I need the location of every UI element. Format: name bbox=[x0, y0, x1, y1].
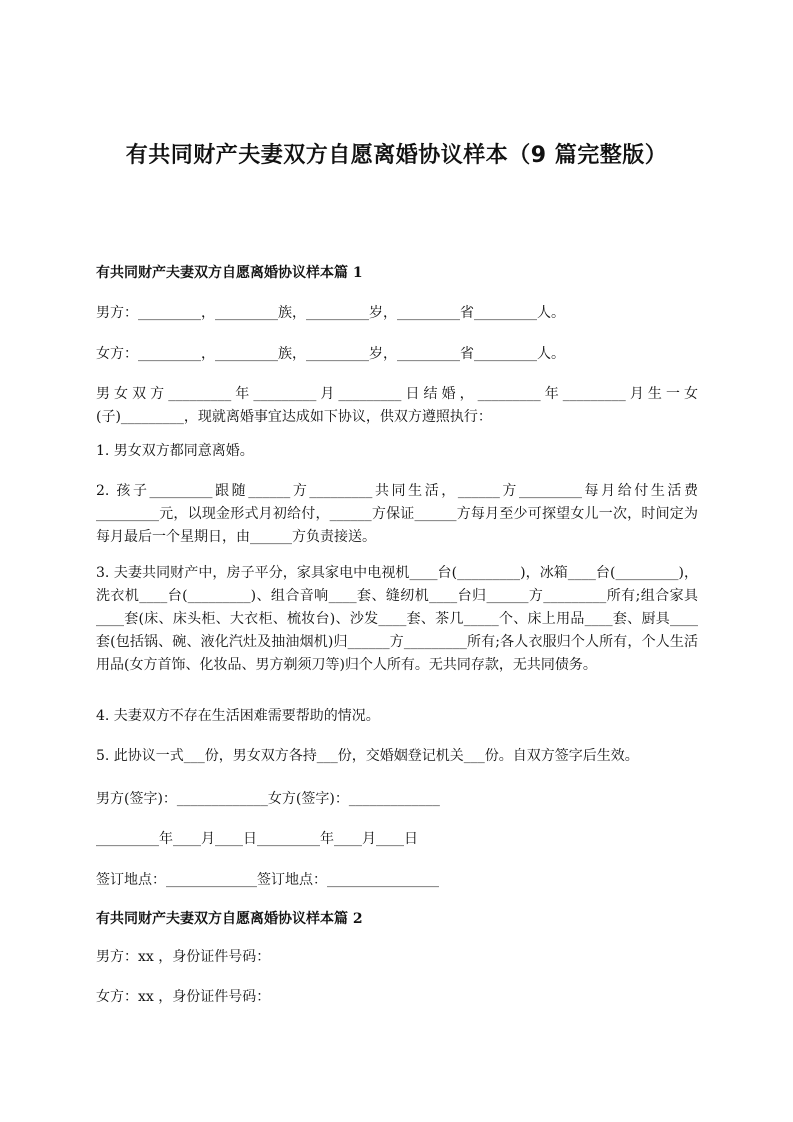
section-heading-2: 有共同财产夫妻双方自愿离婚协议样本篇 2 bbox=[96, 911, 363, 927]
male-party-line: 男方：_________，_________族，_________岁，_________省_________人。 bbox=[96, 305, 565, 321]
clause-4: 4. 夫妻双方不存在生活困难需要帮助的情况。 bbox=[96, 708, 380, 724]
female-id-line: 女方：xx ，身份证件号码： bbox=[96, 989, 271, 1005]
signature-line: 男方(签字)：_____________女方(签字)：_____________ bbox=[96, 791, 440, 807]
document-title: 有共同财产夫妻双方自愿离婚协议样本（9 篇完整版） bbox=[125, 143, 668, 168]
marriage-paragraph: 男女双方_________年_________月_________日结婚，_________年_________月生一女(子)_________，现就离婚事宜达成如下协议，供双方遵照执行： bbox=[96, 386, 698, 425]
clause-1: 1. 男女双方都同意离婚。 bbox=[96, 443, 254, 459]
female-party-line: 女方：_________，_________族，_________岁，_________省_________人。 bbox=[96, 346, 565, 362]
section-heading-1: 有共同财产夫妻双方自愿离婚协议样本篇 1 bbox=[96, 265, 363, 281]
male-id-line: 男方：xx ，身份证件号码： bbox=[96, 949, 271, 965]
clause-3: 3. 夫妻共同财产中，房子平分，家具家电中电视机____台(_________)，冰箱____台(_________)，洗衣机____台(_________)、组合音响____套、缝纫机____台归______方_________所有;组合家具____套(床、床头柜、大衣柜、梳妆台)、沙发____套、茶几_____个、床上用品____套、厨具____套(包括锅、碗、液化汽灶及抽油烟机)归______方_________所有;各人衣服归个人所有，个人生活用品(女方首饰、化妆品、男方剃须刀等)归个人所有。无共同存款，无共同债务。 bbox=[96, 565, 698, 673]
date-line: _________年____月____日_________年____月____日 bbox=[96, 831, 418, 847]
clause-5: 5. 此协议一式___份，男女双方各持___份，交婚姻登记机关___份。自双方签字后生效。 bbox=[96, 748, 639, 764]
signing-place-line: 签订地点：_____________签订地点：________________ bbox=[96, 872, 439, 888]
clause-2: 2. 孩子_________跟随______方_________共同生活，______方_________每月给付生活费_________元，以现金形式月初给付，______方保证______方每月至少可探望女儿一次，时间定为每月最后一个星期日，由______方负责接送。 bbox=[96, 483, 698, 545]
